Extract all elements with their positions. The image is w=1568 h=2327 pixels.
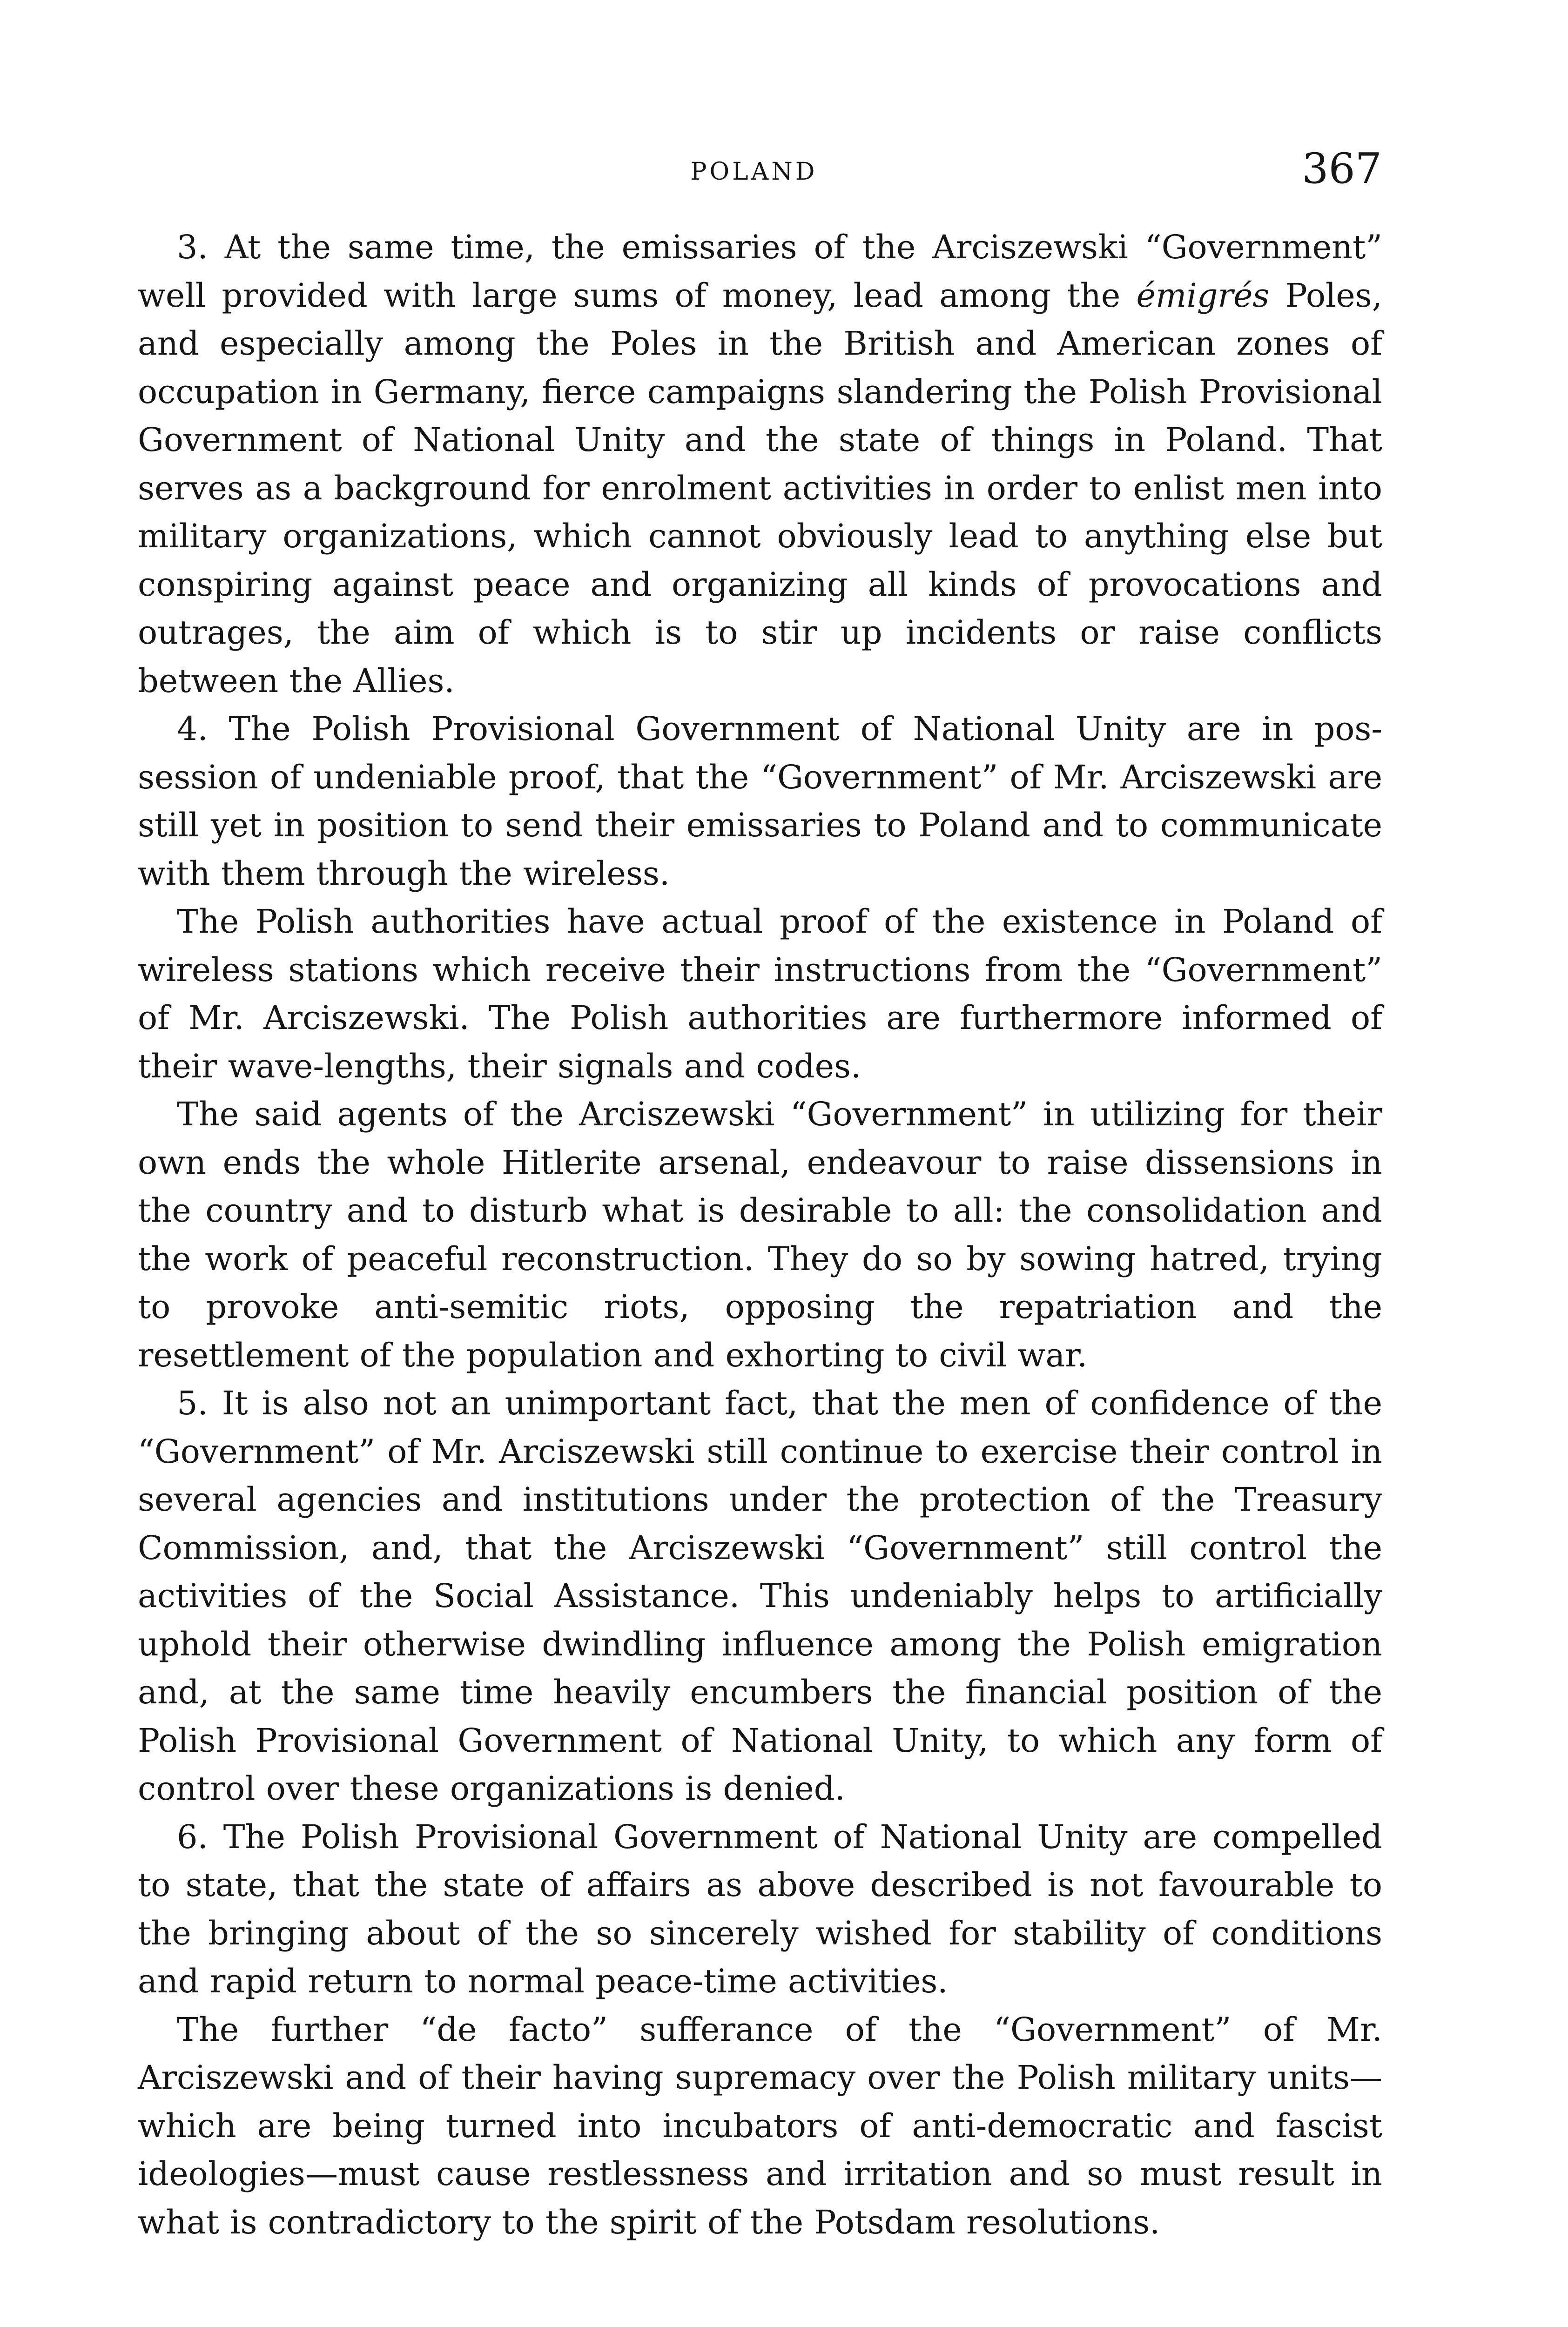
paragraph-4: 4. The Polish Provisional Government of National Unity are in possession of undeniable proof, that the “Government” of Mr. Arciszewski are still yet in position to send their emissaries to Poland and to communicate with them through the wireless. bbox=[138, 710, 1382, 893]
running-head bbox=[0, 144, 1568, 193]
paragraph-3 bbox=[138, 223, 1382, 705]
paragraph-6-de-facto: The further “de facto” sufferance of the “Government” of Mr. Arciszewski and of their having supremacy over the Polish military units—which are being turned into incubators of anti-democratic and fascist ideologies—must cause restlessness and irritation and so must result in what is contradictory to the spirit of the Potsdam resolutions. bbox=[138, 2010, 1382, 2241]
page-number: 367 bbox=[1302, 144, 1382, 193]
paragraph-5: 5. It is also not an unimportant fact, that the men of confidence of the “Government” of Mr. Arciszewski still continue to exercise their control in several agencies and institutions under the protection of the Treasury Commission, and, that the Arciszewski “Government” still control the activities of the Social Assistance. This undeniably helps to artificially uphold their otherwise dwindling influence among the Polish emigration and, at the same time heavily encumbers the financial position of the Polish Provisional Government of National Unity, to which any form of control over these organizations is denied. bbox=[138, 1384, 1382, 1808]
body-text bbox=[138, 223, 1382, 2246]
running-title: POLAND bbox=[690, 158, 818, 186]
paragraph-3-lead: 3. At the same time, the emissaries of the Arciszewski “Government” well provided with large sums of money, lead among the bbox=[138, 228, 1382, 315]
paragraph-6: 6. The Polish Provisional Government of National Unity are compelled to state, that the state of affairs as above described is not favourable to the bringing about of the so sincerely wished for stability of conditions and rapid return to normal peace-time activities. bbox=[138, 1817, 1382, 2000]
paragraph-4-wireless-stations: The Polish authorities have actual proof of the existence in Poland of wireless stations which receive their instructions from the “Government” of Mr. Arciszewski. The Polish authorities are furthermore informed of their wave-lengths, their signals and codes. bbox=[138, 902, 1382, 1085]
paragraph-3-rest: Poles, and especially among the Poles in the British and American zones of occupation in Germany, fierce campaigns slandering the Polish Provisional Government of National Unity and the state of things in Poland. That serves as a background for enrolment activities in order to enlist men into military organizations, which cannot obviously lead to anything else but conspiring against peace and organizing all kinds of provocations and outrages, the aim of which is to stir up incidents or raise conflicts between the Allies. bbox=[138, 276, 1382, 700]
italic-term: émigrés bbox=[1136, 276, 1270, 315]
paragraph-4-agents: The said agents of the Arciszewski “Government” in utilizing for their own ends the whole Hitlerite arsenal, endeavour to raise dissensions in the country and to disturb what is desirable to all: the consolidation and the work of peaceful reconstruction. They do so by sowing hatred, trying to provoke anti-semitic riots, opposing the repatriation and the resettlement of the population and exhorting to civil war. bbox=[138, 1095, 1382, 1374]
